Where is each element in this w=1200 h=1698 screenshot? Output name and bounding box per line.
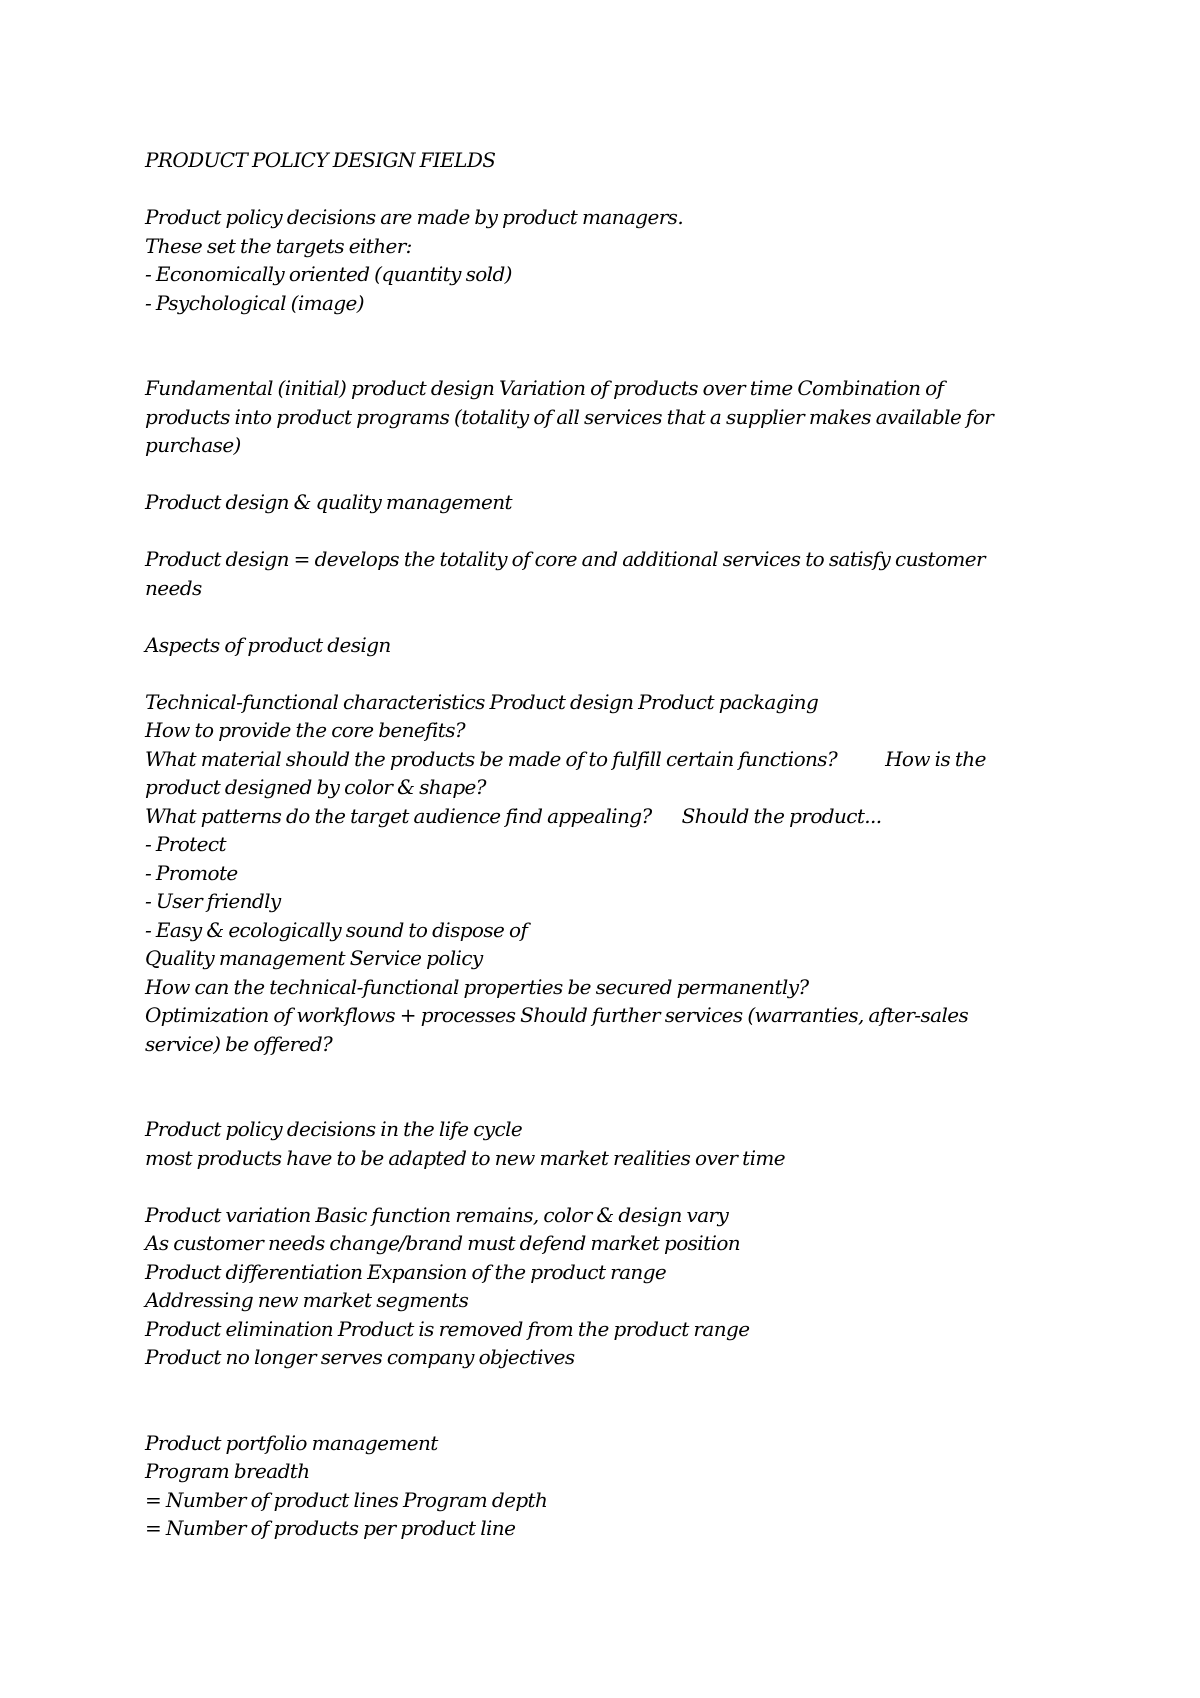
aspects-line: product designed by color & shape? [145,775,486,799]
variation-line: Product differentiation Expansion of the product range [145,1259,667,1284]
variation-line: Product no longer serves company objectives [145,1345,575,1369]
aspects-heading: Aspects of product design [145,632,391,657]
aspects-question-color: How is the [885,746,986,771]
document-body [145,146,1065,1543]
fundamental-line: products into product programs (totality of all services that a supplier makes available for [145,404,994,429]
aspects-line: Optimization of workflows + processes Should further services (warranties, after-sales [145,1003,969,1027]
variation-line: As customer needs change/brand must defend market position [145,1231,741,1255]
aspects-line: Technical-functional characteristics Product design Product packaging [145,689,819,714]
portfolio-line: Program breadth [145,1459,310,1483]
intro-line: Product policy decisions are made by product managers. [145,205,684,229]
design-definition-line: Product design = develops the totality of core and additional services to satisfy customer [145,547,985,571]
intro-line: These set the targets either: [145,233,412,258]
aspects-line [145,802,1065,831]
lifecycle-line: most products have to be adapted to new market realities over time [145,1145,785,1170]
fundamental-line: Fundamental (initial) product design Variation of products over time Combination of [145,376,944,400]
intro-line: - Psychological (image) [145,290,364,315]
design-quality-heading: Product design & quality management [145,490,512,514]
bullet-item: - User friendly [145,889,281,913]
aspects-line: Quality management Service policy [145,946,483,970]
variation-line: Product elimination Product is removed from the product range [145,1316,750,1341]
aspects-question-packaging: Should the product... [681,803,882,828]
document-title: PRODUCT POLICY DESIGN FIELDS [145,148,496,172]
portfolio-line: = Number of product lines Program depth [145,1487,548,1512]
lifecycle-heading: Product policy decisions in the life cycle [145,1117,523,1141]
design-definition-line: needs [145,575,202,600]
bullet-item: - Easy & ecologically sound to dispose of [145,917,528,942]
aspects-question-material: What material should the products be made of to fulfill certain functions? [145,746,838,771]
bullet-item: - Promote [145,860,238,885]
portfolio-line: = Number of products per product line [145,1516,516,1540]
portfolio-heading: Product portfolio management [145,1430,438,1455]
aspects-line: How to provide the core benefits? [145,718,465,742]
intro-line: - Economically oriented (quantity sold) [145,262,512,286]
variation-line: Product variation Basic function remains, color & design vary [145,1202,729,1227]
fundamental-line: purchase) [145,433,241,457]
aspects-line [145,745,1065,774]
variation-line: Addressing new market segments [145,1288,469,1312]
aspects-line: service) be offered? [145,1031,333,1056]
aspects-question-patterns: What patterns do the target audience find appealing? [145,803,652,828]
aspects-line: How can the technical-functional properties be secured permanently? [145,974,809,999]
bullet-item: - Protect [145,832,226,856]
